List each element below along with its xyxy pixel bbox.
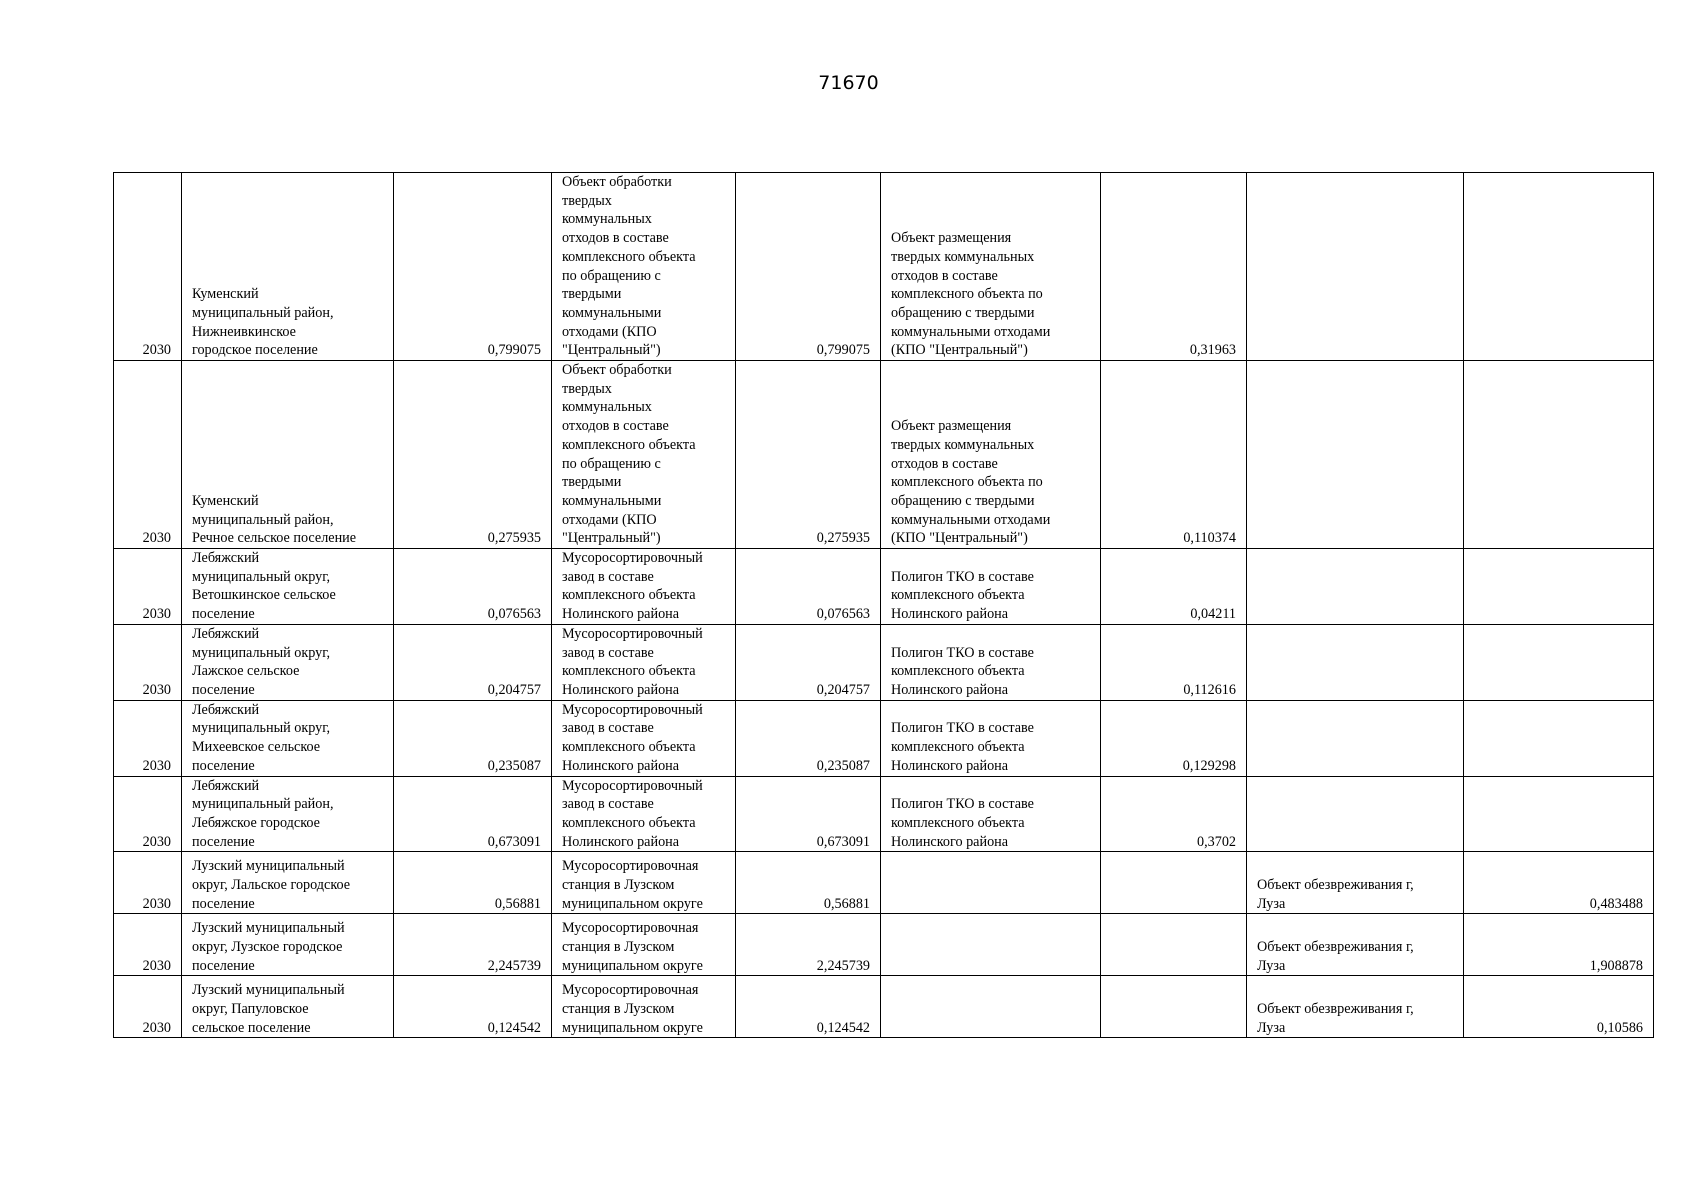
table-row — [114, 852, 1654, 914]
disposal-volume-cell: 0,112616 — [1101, 624, 1247, 700]
processing-facility-cell: Мусоросортировочная станция в Лузском муниципальном округе — [552, 852, 736, 914]
neutralization-facility-cell — [1247, 624, 1464, 700]
neutralization-volume-cell: 1,908878 — [1464, 914, 1654, 976]
municipality-cell: Лебяжский муниципальный округ, Ветошкинское сельское поселение — [182, 549, 394, 625]
processing-volume-cell: 2,245739 — [736, 914, 881, 976]
year-cell: 2030 — [114, 700, 182, 776]
table-row — [114, 700, 1654, 776]
municipality-cell: Лузский муниципальный округ, Папуловское сельское поселение — [182, 976, 394, 1038]
volume-cell: 0,076563 — [394, 549, 552, 625]
neutralization-facility-cell — [1247, 173, 1464, 361]
year-cell: 2030 — [114, 776, 182, 852]
volume-cell: 0,673091 — [394, 776, 552, 852]
neutralization-facility-cell — [1247, 700, 1464, 776]
processing-volume-cell: 0,56881 — [736, 852, 881, 914]
neutralization-facility-cell: Объект обезвреживания г, Луза — [1247, 852, 1464, 914]
table-row — [114, 173, 1654, 361]
year-cell: 2030 — [114, 173, 182, 361]
processing-facility-cell: Мусоросортировочная станция в Лузском муниципальном округе — [552, 976, 736, 1038]
neutralization-facility-cell — [1247, 361, 1464, 549]
municipality-cell: Куменский муниципальный район, Речное сельское поселение — [182, 361, 394, 549]
disposal-volume-cell — [1101, 852, 1247, 914]
disposal-volume-cell — [1101, 914, 1247, 976]
municipality-cell: Лебяжский муниципальный округ, Лажское сельское поселение — [182, 624, 394, 700]
disposal-facility-cell: Полигон ТКО в составе комплексного объекта Нолинского района — [881, 549, 1101, 625]
municipality-cell: Лузский муниципальный округ, Лальское городское поселение — [182, 852, 394, 914]
table-row — [114, 914, 1654, 976]
volume-cell: 0,275935 — [394, 361, 552, 549]
volume-cell: 0,204757 — [394, 624, 552, 700]
table-row — [114, 624, 1654, 700]
disposal-volume-cell: 0,129298 — [1101, 700, 1247, 776]
municipality-cell: Лебяжский муниципальный округ, Михеевское сельское поселение — [182, 700, 394, 776]
processing-volume-cell: 0,204757 — [736, 624, 881, 700]
year-cell: 2030 — [114, 549, 182, 625]
processing-facility-cell: Мусоросортировочный завод в составе комплексного объекта Нолинского района — [552, 776, 736, 852]
neutralization-volume-cell — [1464, 173, 1654, 361]
disposal-facility-cell — [881, 914, 1101, 976]
processing-volume-cell: 0,275935 — [736, 361, 881, 549]
neutralization-volume-cell — [1464, 700, 1654, 776]
disposal-facility-cell — [881, 976, 1101, 1038]
disposal-volume-cell: 0,04211 — [1101, 549, 1247, 625]
processing-facility-cell: Мусоросортировочный завод в составе комплексного объекта Нолинского района — [552, 624, 736, 700]
year-cell: 2030 — [114, 976, 182, 1038]
disposal-facility-cell: Полигон ТКО в составе комплексного объекта Нолинского района — [881, 776, 1101, 852]
table-row — [114, 361, 1654, 549]
disposal-facility-cell: Объект размещения твердых коммунальных отходов в составе комплексного объекта по обращению с твердыми коммунальными отходами (КПО "Центральный") — [881, 361, 1101, 549]
year-cell: 2030 — [114, 914, 182, 976]
disposal-facility-cell: Полигон ТКО в составе комплексного объекта Нолинского района — [881, 624, 1101, 700]
neutralization-facility-cell — [1247, 549, 1464, 625]
processing-facility-cell: Мусоросортировочная станция в Лузском муниципальном округе — [552, 914, 736, 976]
neutralization-facility-cell — [1247, 776, 1464, 852]
table-row — [114, 776, 1654, 852]
volume-cell: 2,245739 — [394, 914, 552, 976]
disposal-facility-cell: Полигон ТКО в составе комплексного объекта Нолинского района — [881, 700, 1101, 776]
year-cell: 2030 — [114, 624, 182, 700]
page-number: 71670 — [818, 72, 879, 94]
neutralization-volume-cell: 0,483488 — [1464, 852, 1654, 914]
processing-volume-cell: 0,124542 — [736, 976, 881, 1038]
volume-cell: 0,56881 — [394, 852, 552, 914]
neutralization-facility-cell: Объект обезвреживания г, Луза — [1247, 976, 1464, 1038]
disposal-facility-cell: Объект размещения твердых коммунальных отходов в составе комплексного объекта по обращению с твердыми коммунальными отходами (КПО "Центральный") — [881, 173, 1101, 361]
year-cell: 2030 — [114, 852, 182, 914]
municipality-cell: Лузский муниципальный округ, Лузское городское поселение — [182, 914, 394, 976]
table-row — [114, 976, 1654, 1038]
neutralization-volume-cell — [1464, 776, 1654, 852]
processing-volume-cell: 0,799075 — [736, 173, 881, 361]
neutralization-volume-cell — [1464, 361, 1654, 549]
year-cell: 2030 — [114, 361, 182, 549]
processing-facility-cell: Объект обработки твердых коммунальных отходов в составе комплексного объекта по обращению с твердыми коммунальными отходами (КПО "Центральный") — [552, 361, 736, 549]
neutralization-volume-cell — [1464, 624, 1654, 700]
volume-cell: 0,124542 — [394, 976, 552, 1038]
table-row — [114, 549, 1654, 625]
neutralization-volume-cell — [1464, 549, 1654, 625]
processing-facility-cell: Мусоросортировочный завод в составе комплексного объекта Нолинского района — [552, 549, 736, 625]
municipality-cell: Куменский муниципальный район, Нижнеивкинское городское поселение — [182, 173, 394, 361]
disposal-volume-cell: 0,3702 — [1101, 776, 1247, 852]
waste-flow-table — [113, 172, 1654, 1038]
processing-volume-cell: 0,076563 — [736, 549, 881, 625]
volume-cell: 0,235087 — [394, 700, 552, 776]
municipality-cell: Лебяжский муниципальный район, Лебяжское городское поселение — [182, 776, 394, 852]
processing-facility-cell: Объект обработки твердых коммунальных отходов в составе комплексного объекта по обращению с твердыми коммунальными отходами (КПО "Центральный") — [552, 173, 736, 361]
disposal-volume-cell — [1101, 976, 1247, 1038]
processing-volume-cell: 0,235087 — [736, 700, 881, 776]
volume-cell: 0,799075 — [394, 173, 552, 361]
neutralization-volume-cell: 0,10586 — [1464, 976, 1654, 1038]
disposal-facility-cell — [881, 852, 1101, 914]
neutralization-facility-cell: Объект обезвреживания г, Луза — [1247, 914, 1464, 976]
processing-facility-cell: Мусоросортировочный завод в составе комплексного объекта Нолинского района — [552, 700, 736, 776]
disposal-volume-cell: 0,110374 — [1101, 361, 1247, 549]
processing-volume-cell: 0,673091 — [736, 776, 881, 852]
disposal-volume-cell: 0,31963 — [1101, 173, 1247, 361]
